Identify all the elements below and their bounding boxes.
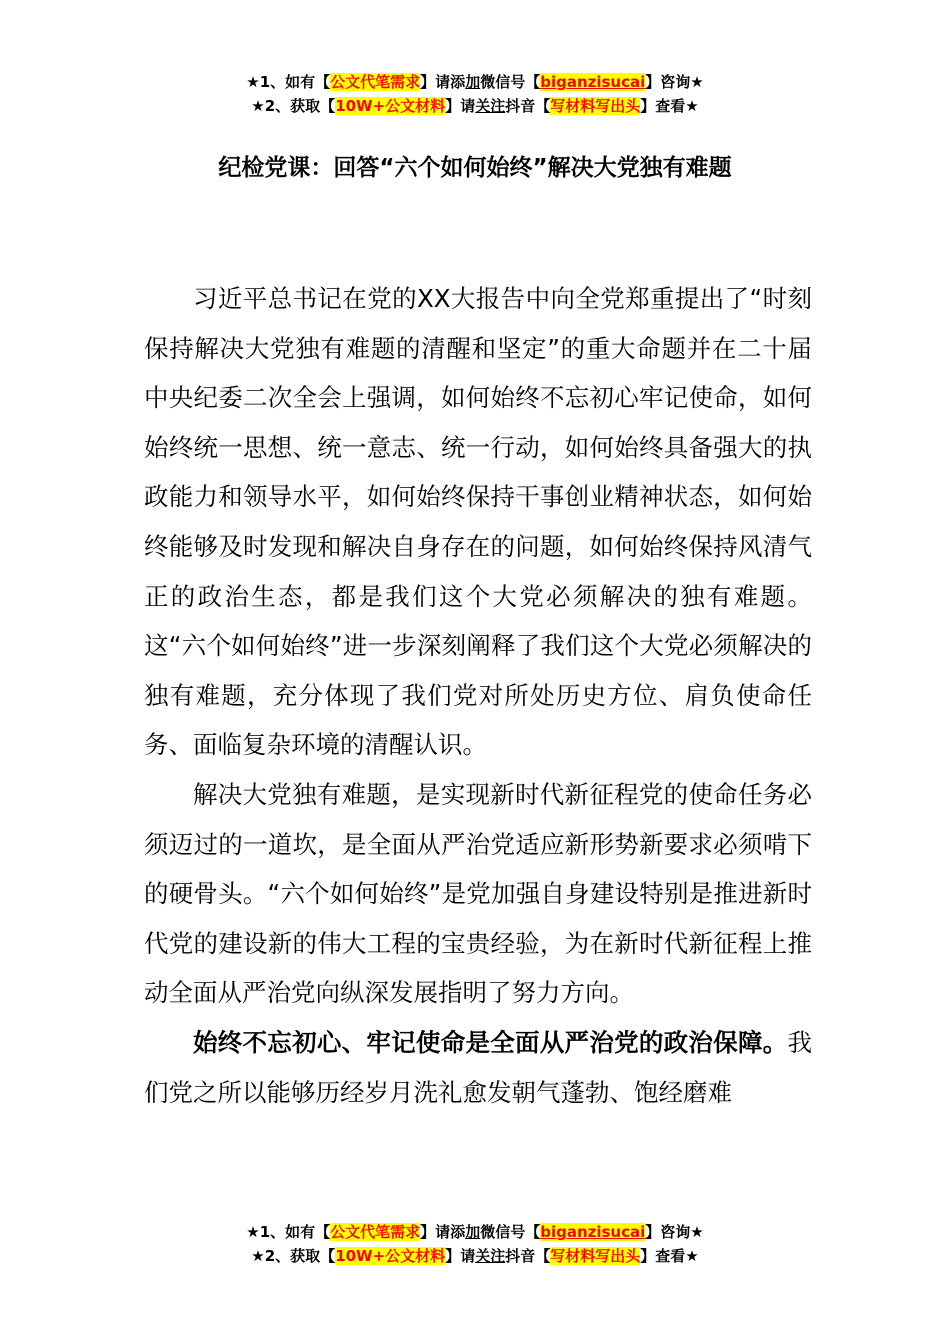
footer-notice — [0, 1220, 950, 1268]
notice-line-1: ★1、如有【公文代笔需求】请添加微信号【biganzisucai】咨询★ — [246, 73, 704, 91]
douyin-account: 写材料写出头 — [550, 97, 641, 115]
document-body — [144, 274, 812, 1117]
douyin-account: 写材料写出头 — [550, 1247, 641, 1265]
document-title: 纪检党课：回答“六个如何始终”解决大党独有难题 — [218, 155, 732, 181]
paragraph-1: 习近平总书记在党的XX大报告中向全党郑重提出了“时刻保持解决大党独有难题的清醒和坚定”的重大命题并在二十届中央纪委二次全会上强调，如何始终不忘初心牢记使命，如何始终统一思想、统一意志、统一行动，如何始终具备强大的执政能力和领导水平，如何始终保持干事创业精神状态，如何始终能够及时发现和解决自身存在的问题，如何始终保持风清气正的政治生态，都是我们这个大党必须解决的独有难题。这“六个如何始终”进一步深刻阐释了我们这个大党必须解决的独有难题，充分体现了我们党对所处历史方位、肩负使命任务、面临复杂环境的清醒认识。 — [144, 284, 812, 760]
paragraph-2: 解决大党独有难题，是实现新时代新征程党的使命任务必须迈过的一道坎，是全面从严治党适应新形势新要求必须啃下的硬骨头。“六个如何始终”是党加强自身建设特别是推进新时代党的建设新的伟大工程的宝贵经验，为在新时代新征程上推动全面从严治党向纵深发展指明了努力方向。 — [144, 779, 812, 1008]
highlight-service: 公文代笔需求 — [330, 1223, 421, 1241]
paragraph-3-text: 我们党之所以能够历经岁月洗礼愈发朝气蓬勃、饱经磨难 — [144, 1027, 812, 1107]
wechat-id[interactable]: biganzisucai — [540, 1223, 646, 1241]
paragraph-3 — [144, 1018, 812, 1117]
header-notice — [0, 70, 950, 118]
highlight-materials: 10W+公文材料 — [335, 1247, 446, 1265]
wechat-id[interactable]: biganzisucai — [540, 73, 646, 91]
footer-line-1: ★1、如有【公文代笔需求】请添加微信号【biganzisucai】咨询★ — [246, 1223, 704, 1241]
highlight-service: 公文代笔需求 — [330, 73, 421, 91]
notice-line-2: ★2、获取【10W+公文材料】请关注抖音【写材料写出头】查看★ — [251, 97, 699, 115]
footer-line-2: ★2、获取【10W+公文材料】请关注抖音【写材料写出头】查看★ — [251, 1247, 699, 1265]
paragraph-3-lead: 始终不忘初心、牢记使命是全面从严治党的政治保障。 — [193, 1027, 788, 1057]
highlight-materials: 10W+公文材料 — [335, 97, 446, 115]
